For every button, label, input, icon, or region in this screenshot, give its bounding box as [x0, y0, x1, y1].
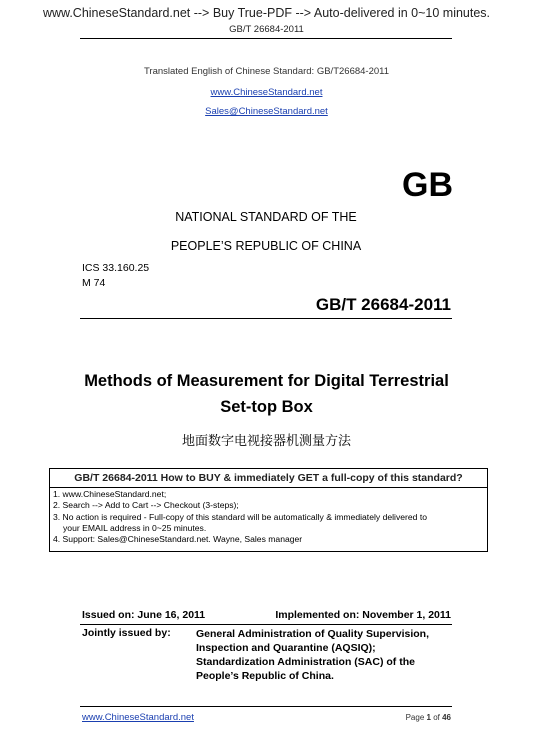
- standard-number: GB/T 26684-2011: [315, 295, 451, 314]
- footer-divider: [80, 706, 452, 707]
- purchase-step: 2. Search --> Add to Cart --> Checkout (3-steps);: [53, 500, 239, 511]
- purchase-step: 1. www.ChineseStandard.net;: [53, 489, 167, 499]
- email-link-row: [0, 106, 533, 117]
- website-link-row: [0, 87, 533, 98]
- purchase-step: 3. No action is required - Full-copy of this standard will be automatically & immediately delivered to: [53, 511, 427, 522]
- header-divider: [80, 38, 452, 39]
- page-indicator: [406, 713, 451, 722]
- issuer-line: Inspection and Quarantine (AQSIQ);: [196, 642, 376, 654]
- header-standard-code: GB/T 26684-2011: [229, 24, 304, 35]
- issuer-line: General Administration of Quality Supervision,: [196, 628, 429, 640]
- jointly-issued-label: Jointly issued by:: [82, 627, 171, 639]
- document-title-chinese: 地面数字电视接器机测量方法: [181, 434, 351, 449]
- issued-date: Issued on: June 16, 2011: [82, 609, 206, 621]
- page-of: of: [433, 713, 440, 722]
- purchase-step: 4. Support: Sales@ChineseStandard.net. Wayne, Sales manager: [53, 534, 303, 545]
- issuing-authorities: [196, 627, 452, 683]
- page-current: 1: [426, 713, 431, 722]
- footer-site-row: [82, 712, 194, 723]
- document-title-line2: Set-top Box: [220, 398, 313, 416]
- footer-site-link[interactable]: www.ChineseStandard.net: [82, 712, 194, 723]
- email-link[interactable]: Sales@ChineseStandard.net: [205, 106, 328, 117]
- page-total: 46: [442, 713, 451, 722]
- issuer-line: Standardization Administration (SAC) of the: [196, 656, 415, 668]
- gb-mark: GB: [402, 166, 453, 204]
- m-code: M 74: [82, 277, 106, 289]
- purchase-info-box: [49, 468, 488, 552]
- website-link[interactable]: www.ChineseStandard.net: [210, 87, 323, 98]
- purchase-box-heading: GB/T 26684-2011 How to BUY & immediately GET a full-copy of this standard?: [50, 469, 487, 488]
- page-label: Page: [405, 713, 425, 722]
- ics-code: ICS 33.160.25: [82, 262, 150, 274]
- translation-note: Translated English of Chinese Standard: GB/T26684-2011: [143, 66, 390, 77]
- national-standard-line2: PEOPLE’S REPUBLIC OF CHINA: [170, 239, 362, 253]
- purchase-step-continuation: your EMAIL address in 0~25 minutes.: [63, 522, 207, 533]
- standard-number-divider: [80, 318, 452, 319]
- national-standard-line1: NATIONAL STANDARD OF THE: [175, 210, 357, 224]
- header-promo-line: www.ChineseStandard.net --> Buy True-PDF --> Auto-delivered in 0~10 minutes.: [42, 6, 491, 20]
- implemented-date: Implemented on: November 1, 2011: [275, 609, 451, 621]
- issuance-divider: [80, 624, 452, 625]
- issuer-line: People’s Republic of China.: [196, 670, 334, 682]
- document-title-line1: Methods of Measurement for Digital Terrestrial: [84, 372, 449, 390]
- purchase-steps-list: [50, 488, 487, 545]
